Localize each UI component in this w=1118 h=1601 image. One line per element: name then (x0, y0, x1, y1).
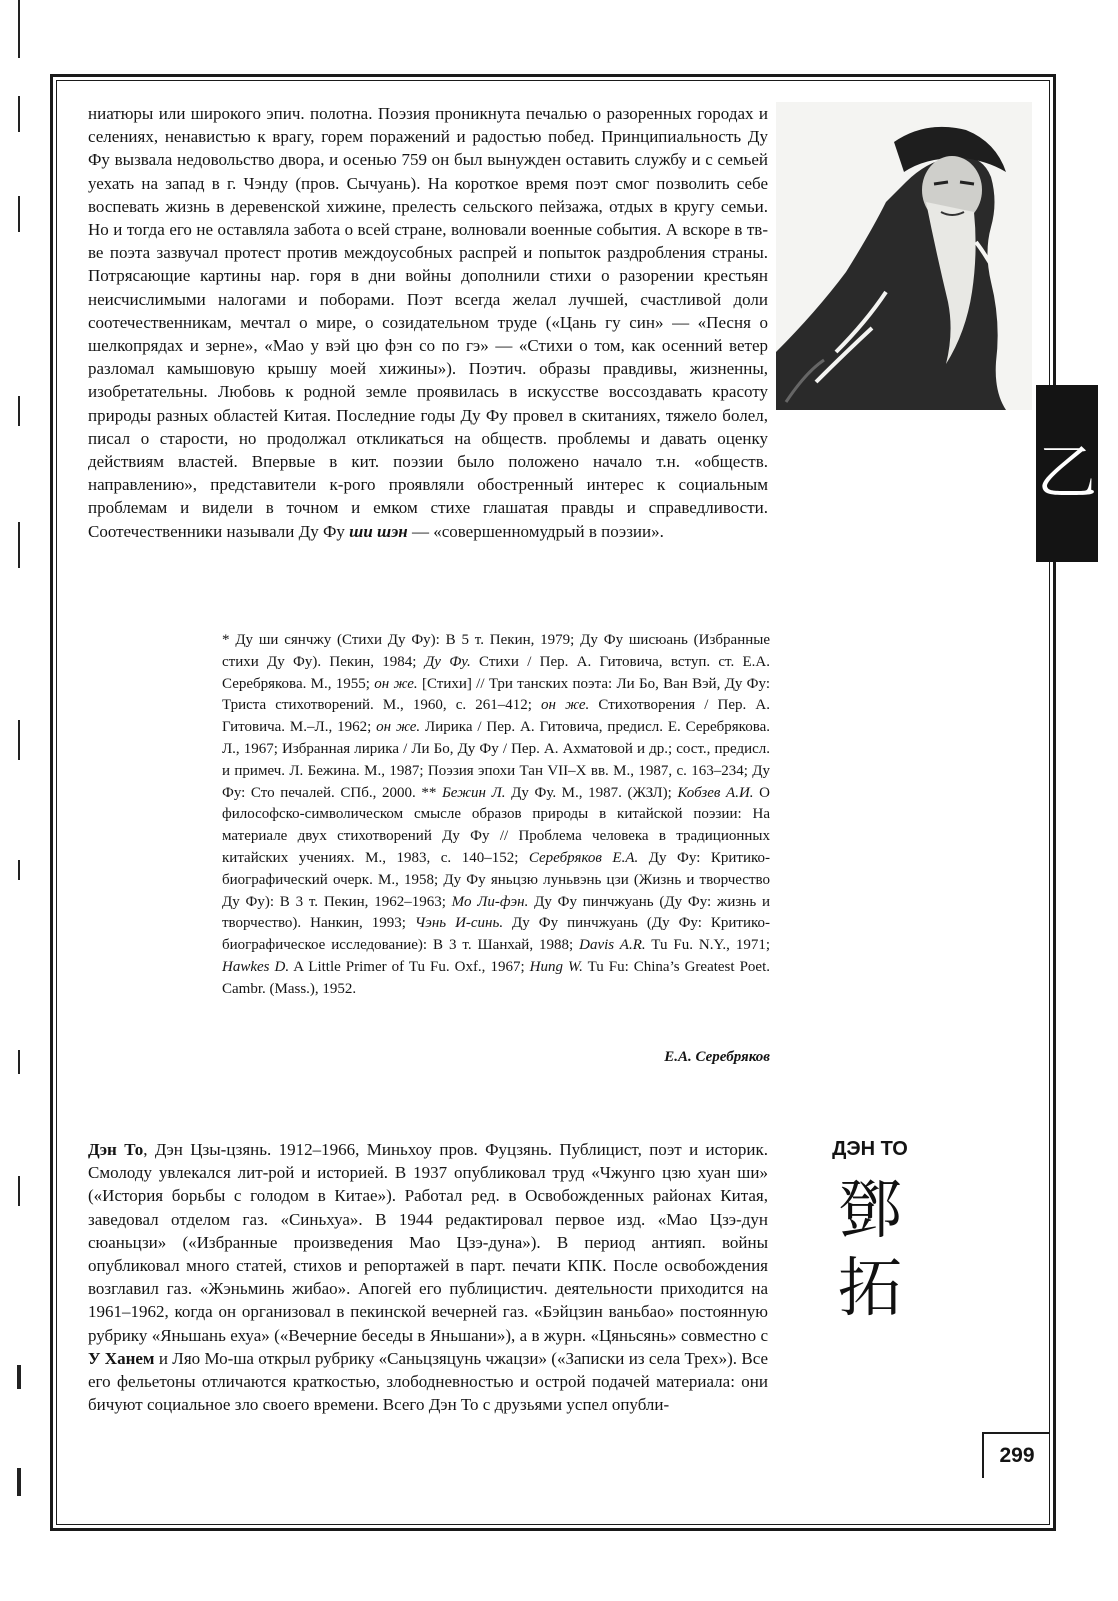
margin-binding-marks (0, 0, 30, 1601)
section-tab (1036, 385, 1098, 562)
portrait-drawing (776, 102, 1032, 410)
hanzi-char-1: 鄧 (838, 1174, 902, 1248)
cross-reference: У Ханем (88, 1348, 155, 1368)
author-signature: Е.А. Серебряков (664, 1049, 770, 1065)
entry-paragraph: Дэн То, Дэн Цзы-цзянь. 1912–1966, Миньхоу пров. Фуцзянь. Публицист, поэт и историк. Смолоду увлекался лит-рой и историей. В 1937 опубликовал труд «Чжунго цзю хуан ши» («История борьбы с голодом в Китае»). Работал ред. в Освобожденных районах Китая, заведовал отделом газ. «Синьхуа». В 1944 редактировал первое изд. «Мао Цзэ-дун сюаньцзи» («Избранные произведения Мао Цзэ-дуна»). В период антияп. войны опубликовал много статей, стихов и репортажей в парт. печати КПК. После освобождения возглавил газ. «Жэньминь жибао». Апогей его публицистич. деятельности приходится на 1961–1962, когда он организовал в пекинской вечерней газ. «Бэйцзин ваньбао» постоянную рубрику «Яньшань ехуа» («Вечерние беседы в Яньшани»), а в журн. «Цяньсянь» совместно с У Ханем и Ляо Мо-ша открыл рубрику «Саньцзяцунь чжацзи» («Записки из села Трех»). Все его фельетоны отличаются краткостью, злободневностью и острой подачей материала: они бичуют социальное зло своего времени. Всего Дэн То с друзьями успел опубли- (88, 1140, 768, 1415)
section-tab-glyph: 乙 (1037, 438, 1097, 508)
article-den-to (88, 1138, 768, 1416)
hanzi-char-2: 拓 (838, 1252, 902, 1326)
bibliography-text: * Ду ши сянчжу (Стихи Ду Фу): В 5 т. Пекин, 1979; Ду Фу шисюань (Избранные стихи Ду Фу). Пекин, 1984; Ду Фу. Стихи / Пер. А. Гитовича, вступ. ст. Е.А. Серебрякова. М., 1955; он же. [Стихи] // Три танских поэта: Ли Бо, Ван Вэй, Ду Фу: Триста стихотворений. М., 1960, с. 261–412; он же. Стихотворения / Пер. А. Гитовича. М.–Л., 1962; он же. Лирика / Пер. А. Гитовича, предисл. Е. Серебрякова. Л., 1967; Избранная лирика / Ли Бо, Ду Фу / Пер. А. Ахматовой и др.; сост., предисл. и примеч. Л. Бежина. М., 1987; Поэзия эпохи Тан VII–X вв. М., 1987, с. 163–234; Ду Фу: Сто печалей. СПб., 2000. ** Бежин Л. Ду Фу. М., 1987. (ЖЗЛ); Кобзев А.И. О философско-символическом смысле образов природы в китайской поэзии: На материале двух стихотворений Ду Фу // Проблема человека в традиционных китайских учениях. М., 1983, с. 140–152; Серебряков Е.А. Ду Фу: Критико-биографический очерк. М., 1958; Ду Фу яньцзю луньвэнь цзи (Жизнь и творчество Ду Фу): В 3 т. Пекин, 1962–1963; Мо Ли-фэн. Ду Фу пинчжуань (Ду Фу: жизнь и творчество). Нанкин, 1993; Чэнь И-синь. Ду Фу пинчжуань (Ду Фу: Критико-биографическое исследование): В 3 т. Шанхай, 1988; Davis A.R. Tu Fu. N.Y., 1971; Hawkes D. A Little Primer of Tu Fu. Oxf., 1967; Hung W. Tu Fu: China’s Greatest Poet. Cambr. (Mass.), 1952. (222, 632, 771, 997)
entry-headword: ДЭН ТО (832, 1138, 908, 1160)
page-number-text: 299 (999, 1444, 1035, 1467)
page-number (982, 1432, 1050, 1478)
portrait-illustration (776, 102, 1032, 410)
entry-hanzi (820, 1172, 920, 1328)
article-paragraph: ниатюры или широкого эпич. полотна. Поэзия проникнута печалью о разоренных городах и селениях, ненавистью к врагу, горем поражений и радостью побед. Принципиальность Ду Фу вызвала недовольство двора, и осенью 759 он был вынужден оставить службу и с семьей уехать на запад в г. Чэнду (пров. Сычуань). На короткое время поэт смог позволить себе воспевать жизнь в деревенской хижине, прелесть сельского пейзажа, отдых в кругу семьи. Но и тогда его не оставляла забота о всей стране, волновали военные события. А вскоре в тв-ве поэта зазвучал протест против междоусобных распрей и попыток раздробления страны. Потрясающие картины нар. горя в дни войны дополнили стихи о разорении крестьян неисчислимыми налогами и поборами. Поэт всегда желал лучшей, счастливой доли соотечественникам, мечтал о мире, о созидательном труде («Цань гу син» — «Песня о шелкопрядах и зерне», «Мао у вэй цю фэн со по гэ» — «Стихи о том, как осенний ветер разломал камышовую крышу моей хижины»). Поэтич. образы правдивы, жизненны, изобретательны. Любовь к родной земле проявилась в искусстве воссоздавать красоту природы разных областей Китая. Последние годы Ду Фу провел в скитаниях, тяжело болел, писал о старости, но продолжал откликаться на обществ. проблемы и давать оценку действиям властей. Впервые в кит. поэзии было положено начало т.н. «обществ. направлению», представители к-рого проявляли обостренный интерес к социальным проблемам и видели в точном и емком стихе глашатая правды и справедливости. Соотечественники называли Ду Фу ши шэн — «совершенномудрый в поэзии». (88, 104, 768, 541)
article-du-fu-continuation (88, 102, 768, 543)
bibliography (222, 630, 770, 1001)
entry-lead-name: Дэн То (88, 1140, 144, 1159)
